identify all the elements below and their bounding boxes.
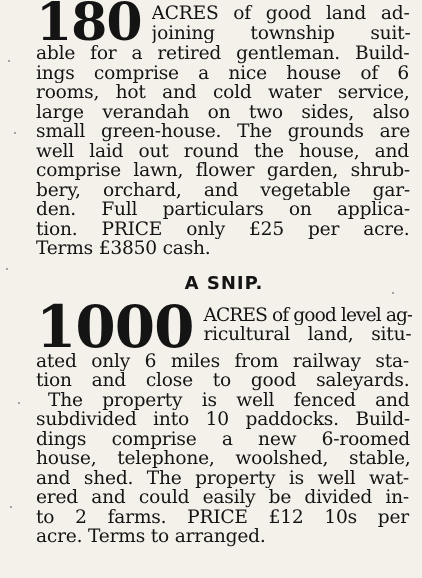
ad-text-line: able for a retired gentleman. Build- xyxy=(36,44,410,64)
advertisement-1000-acres xyxy=(36,292,412,547)
ad-text-line: large verandah on two sides, also xyxy=(36,102,410,122)
ad-text-line: ACRES of good level ag- xyxy=(203,305,412,325)
ad-text-line: subdivided into 10 paddocks. Build- xyxy=(36,410,410,430)
ad-text-line: ated only 6 miles from railway sta- xyxy=(36,351,409,371)
ink-speck xyxy=(392,292,394,294)
ad-text-line: ings comprise a nice house of 6 xyxy=(36,63,409,83)
section-heading: A SNIP. xyxy=(184,272,264,294)
ad-text-line: den. Full particulars on applica- xyxy=(36,200,410,220)
ad-terms-line: acre. Terms to arranged. xyxy=(36,527,266,547)
ad-acreage-number: 180 xyxy=(36,0,142,53)
ad-text-line: ered and could easily be divided in- xyxy=(36,488,409,508)
ad-text-line: and shed. The property is well wat- xyxy=(36,468,409,488)
ink-speck xyxy=(6,268,8,270)
ad-text-line: house, telephone, woolshed, stable, xyxy=(36,449,411,469)
ad-text-line: well laid out round the house, and xyxy=(36,141,409,161)
ad-text-line: bery, orchard, and vegetable gar- xyxy=(36,180,410,200)
ad-text-line: ricultural land, situ- xyxy=(203,325,412,345)
advertisement-180-acres xyxy=(36,0,412,259)
ad-text-line: comprise lawn, flower garden, shrub- xyxy=(36,161,410,181)
ink-speck xyxy=(18,402,20,404)
ink-speck xyxy=(14,132,16,134)
ink-speck xyxy=(8,60,10,62)
ad-text-line: The property is well fenced and xyxy=(48,390,410,410)
ad-text-line: dings comprise a new 6-roomed xyxy=(36,429,410,449)
ad-price-line: tion. PRICE only £25 per acre. xyxy=(36,219,410,239)
ad-text-line: small green-house. The grounds are xyxy=(36,122,410,142)
ad-text-line: tion and close to good saleyards. xyxy=(36,371,410,391)
ad-text-line: ACRES of good land ad- xyxy=(151,4,410,24)
ad-text-line: rooms, hot and cold water service, xyxy=(36,83,410,103)
ad-terms-line: Terms £3850 cash. xyxy=(36,239,211,259)
ad-acreage-number: 1000 xyxy=(36,292,194,361)
ink-speck xyxy=(10,506,12,508)
ad-price-line: to 2 farms. PRICE £12 10s per xyxy=(36,507,409,527)
ad-text-line: joining township suit- xyxy=(151,23,411,43)
